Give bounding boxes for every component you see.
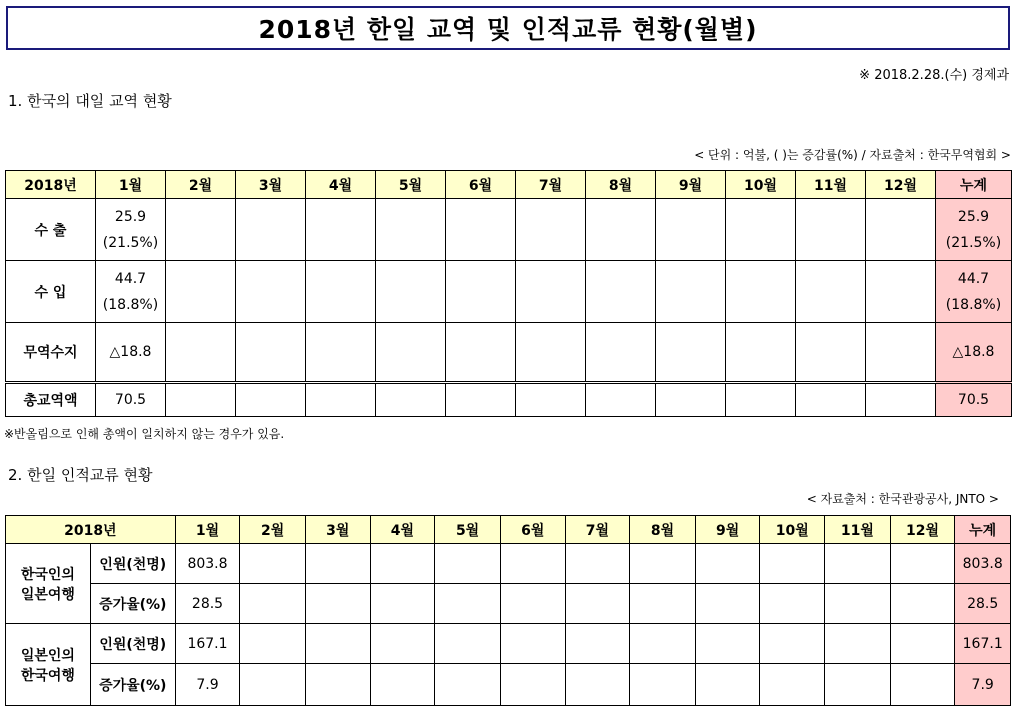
month-header: 3월 (305, 516, 370, 544)
row-label: 총교역액 (6, 383, 96, 417)
total-cell: 28.5 (955, 584, 1011, 624)
cell-rate: (21.5%) (102, 234, 159, 251)
jan-cell: △18.8 (96, 323, 166, 383)
month-header: 5월 (435, 516, 501, 544)
month-header: 12월 (866, 171, 936, 199)
month-header: 4월 (306, 171, 376, 199)
cell-rate: (18.8%) (945, 296, 1002, 313)
row-label: 증가율(%) (90, 584, 175, 624)
total-cell: △18.8 (936, 323, 1012, 383)
month-header: 6월 (446, 171, 516, 199)
trade-header-row (6, 171, 1012, 199)
month-header: 2월 (240, 516, 306, 544)
rounding-footnote: ※반올림으로 인해 총액이 일치하지 않는 경우가 있음. (4, 427, 285, 441)
total-cell: 70.5 (936, 383, 1012, 417)
month-header: 8월 (586, 171, 656, 199)
cell-value: 25.9 (957, 208, 990, 225)
cell-rate: (18.8%) (102, 296, 159, 313)
cell-value: 44.7 (957, 270, 990, 287)
month-header: 1월 (175, 516, 240, 544)
total-cell: 803.8 (955, 544, 1011, 584)
jan-cell: 70.5 (96, 383, 166, 417)
exchange-header-row (6, 516, 1011, 544)
month-header: 1월 (96, 171, 166, 199)
trade-corner-header: 2018년 (6, 171, 96, 199)
month-header: 2월 (166, 171, 236, 199)
table-row (6, 323, 1012, 383)
jan-cell: 28.5 (175, 584, 240, 624)
month-header: 11월 (825, 516, 891, 544)
month-header: 7월 (565, 516, 630, 544)
month-header: 3월 (236, 171, 306, 199)
group-label: 한국인의 일본여행 (6, 544, 91, 624)
row-label: 인원(천명) (90, 624, 175, 664)
month-header: 7월 (516, 171, 586, 199)
cell-value: 25.9 (114, 208, 147, 225)
total-header: 누계 (955, 516, 1011, 544)
table-row (6, 383, 1012, 417)
jan-cell: 7.9 (175, 664, 240, 706)
jan-cell (96, 199, 166, 261)
table-row (6, 584, 1011, 624)
row-label: 인원(천명) (90, 544, 175, 584)
jan-cell: 167.1 (175, 624, 240, 664)
exchange-table (5, 515, 1011, 706)
total-cell (936, 199, 1012, 261)
table-row (6, 664, 1011, 706)
month-header: 5월 (376, 171, 446, 199)
total-cell: 7.9 (955, 664, 1011, 706)
month-header: 10월 (726, 171, 796, 199)
row-label: 수 입 (6, 261, 96, 323)
page-title: 2018년 한일 교역 및 인적교류 현황(월별) (6, 6, 1010, 50)
jan-cell (96, 261, 166, 323)
month-header: 12월 (890, 516, 955, 544)
total-cell (936, 261, 1012, 323)
month-header: 8월 (630, 516, 696, 544)
month-header: 9월 (656, 171, 726, 199)
section2-heading: 2. 한일 인적교류 현황 (8, 466, 153, 484)
trade-table (5, 170, 1012, 417)
table-row (6, 199, 1012, 261)
month-header: 11월 (796, 171, 866, 199)
section2-source-note: < 자료출처 : 한국관광공사, JNTO > (806, 492, 999, 506)
row-label: 증가율(%) (90, 664, 175, 706)
total-cell: 167.1 (955, 624, 1011, 664)
table-row (6, 624, 1011, 664)
month-header: 9월 (695, 516, 760, 544)
section1-unit-note: < 단위 : 억불, ( )는 증감률(%) / 자료출처 : 한국무역협회 > (694, 148, 1011, 162)
total-header: 누계 (936, 171, 1012, 199)
table-row (6, 261, 1012, 323)
month-header: 6월 (500, 516, 565, 544)
month-header: 4월 (370, 516, 435, 544)
section1-heading: 1. 한국의 대일 교역 현황 (8, 92, 172, 110)
date-department: ※ 2018.2.28.(수) 경제과 (859, 68, 1009, 83)
group-label: 일본인의 한국여행 (6, 624, 91, 706)
cell-rate: (21.5%) (945, 234, 1002, 251)
row-label: 수 출 (6, 199, 96, 261)
month-header: 10월 (760, 516, 825, 544)
exchange-corner-header: 2018년 (6, 516, 176, 544)
cell-value: 44.7 (114, 270, 147, 287)
table-row (6, 544, 1011, 584)
row-label: 무역수지 (6, 323, 96, 383)
jan-cell: 803.8 (175, 544, 240, 584)
